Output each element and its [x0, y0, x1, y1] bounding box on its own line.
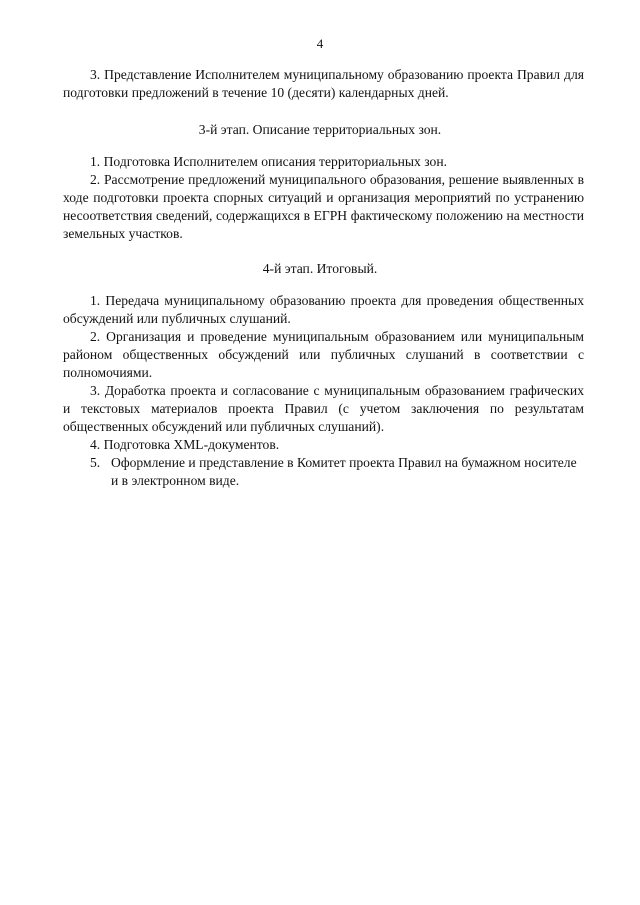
stage4-item-1: 1. Передача муниципальному образованию проекта для проведения общественных обсуждений или публичных слушаний. [63, 293, 584, 326]
stage4-list [63, 292, 584, 490]
stage2-item-3: 3. Представление Исполнителем муниципальному образованию проекта Правил для подготовки предложений в течение 10 (десяти) календарных дней. [63, 67, 584, 100]
page-number: 4 [316, 36, 324, 51]
stage4-item-5 [63, 454, 584, 490]
stage4-item-4: 4. Подготовка XML-документов. [90, 437, 280, 452]
stage4-heading: 4-й этап. Итоговый. [262, 261, 378, 276]
stage4-item-5-number: 5. [90, 455, 101, 470]
stage4-item-2: 2. Организация и проведение муниципальным образованием или муниципальным районом общественных обсуждений или публичных слушаний в соответствии с полномочиями. [63, 329, 584, 380]
stage4-item-3: 3. Доработка проекта и согласование с муниципальным образованием графических и текстовых материалов проекта Правил (с учетом заключения по результатам общественных обсуждений или публичных слушаний). [63, 383, 584, 434]
stage3-heading: 3-й этап. Описание территориальных зон. [198, 122, 442, 137]
stage3-list [63, 153, 584, 243]
stage4-item-5-text: Оформление и представление в Комитет проекта Правил на бумажном носителе и в электронном виде. [111, 455, 577, 488]
stage2-tail [63, 66, 584, 102]
stage3-item-2: 2. Рассмотрение предложений муниципального образования, решение выявленных в ходе подготовки проекта спорных ситуаций и организация мероприятий по устранению несоответствия сведений, содержащихся в ЕГРН фактическому положению на местности земельных участков. [63, 172, 584, 241]
stage3-item-1: 1. Подготовка Исполнителем описания территориальных зон. [90, 154, 448, 169]
